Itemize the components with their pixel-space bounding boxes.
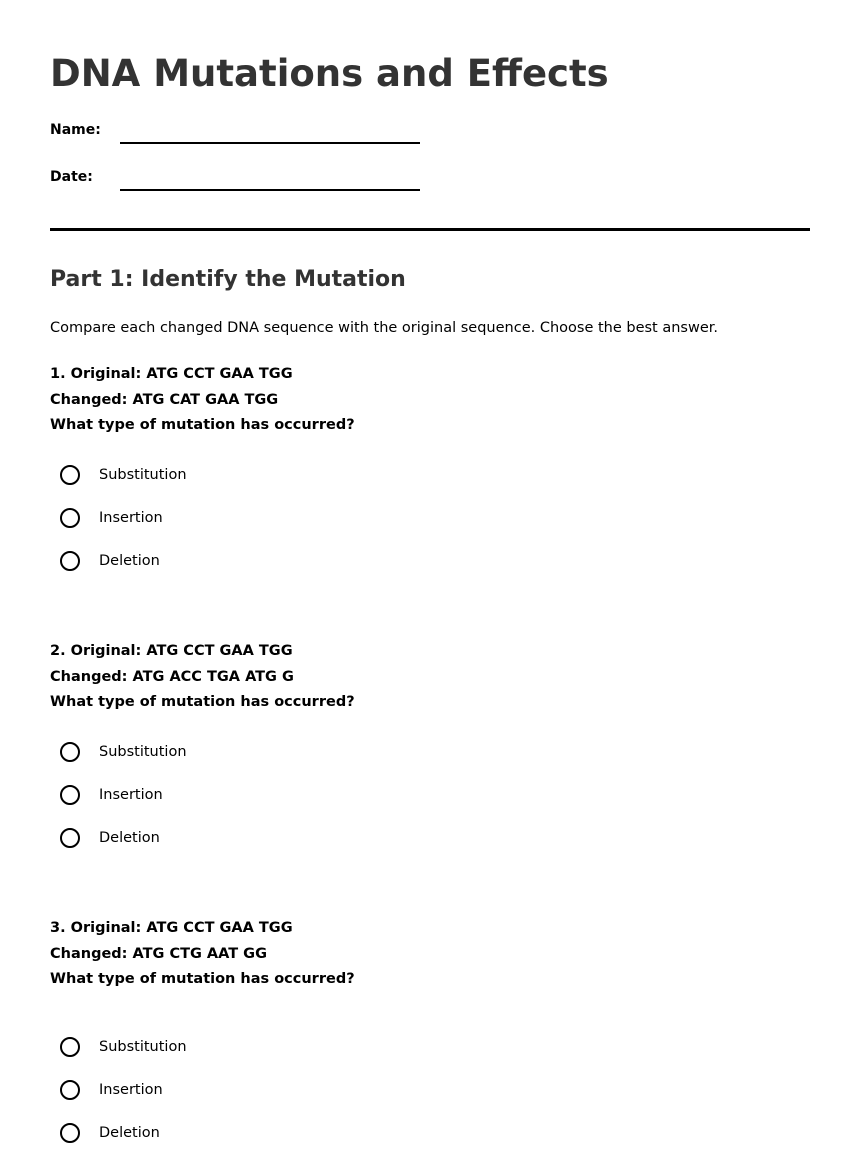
option-label: Deletion [99,830,160,846]
name-field-row [50,120,450,144]
question-2-option-substitution[interactable] [60,742,360,785]
header-divider [50,228,810,231]
option-label: Substitution [99,1039,187,1055]
part-1-instructions: Compare each changed DNA sequence with the original sequence. Choose the best answer. [50,320,719,336]
question-1-option-deletion[interactable] [60,551,360,594]
option-label: Substitution [99,467,187,483]
radio-button[interactable] [60,742,80,762]
question-1-original: 1. Original: ATG CCT GAA TGG [50,366,293,382]
question-2-prompt: What type of mutation has occurred? [50,694,355,710]
radio-button[interactable] [60,828,80,848]
date-input-line[interactable] [120,189,420,191]
question-3-prompt: What type of mutation has occurred? [50,971,355,987]
question-3 [50,916,810,1141]
option-label: Insertion [99,510,163,526]
question-2-original: 2. Original: ATG CCT GAA TGG [50,643,293,659]
question-3-changed: Changed: ATG CTG AAT GG [50,945,267,962]
radio-button[interactable] [60,785,80,805]
radio-button[interactable] [60,465,80,485]
question-1-changed: Changed: ATG CAT GAA TGG [50,391,279,408]
question-1-options [60,465,360,594]
question-3-option-insertion[interactable] [60,1080,360,1123]
option-label: Deletion [99,1125,160,1141]
question-3-option-substitution[interactable] [60,1037,360,1080]
question-1-prompt: What type of mutation has occurred? [50,417,355,433]
option-label: Substitution [99,744,187,760]
option-label: Insertion [99,1082,163,1098]
question-2-option-deletion[interactable] [60,828,360,871]
question-1-option-substitution[interactable] [60,465,360,508]
date-field-row [50,167,450,191]
question-2 [50,639,810,846]
radio-button[interactable] [60,1123,80,1143]
name-input-line[interactable] [120,142,420,144]
question-3-original: 3. Original: ATG CCT GAA TGG [50,920,293,936]
name-label: Name: [50,122,101,138]
question-3-option-deletion[interactable] [60,1123,360,1166]
radio-button[interactable] [60,1037,80,1057]
part-1-title: Part 1: Identify the Mutation [50,267,406,292]
date-label: Date: [50,169,93,185]
question-2-changed: Changed: ATG ACC TGA ATG G [50,668,294,685]
option-label: Insertion [99,787,163,803]
radio-button[interactable] [60,508,80,528]
question-2-option-insertion[interactable] [60,785,360,828]
question-1-option-insertion[interactable] [60,508,360,551]
radio-button[interactable] [60,1080,80,1100]
question-3-options [60,1037,360,1166]
radio-button[interactable] [60,551,80,571]
question-2-options [60,742,360,871]
worksheet-title: DNA Mutations and Effects [50,52,609,95]
option-label: Deletion [99,553,160,569]
question-1 [50,362,810,569]
